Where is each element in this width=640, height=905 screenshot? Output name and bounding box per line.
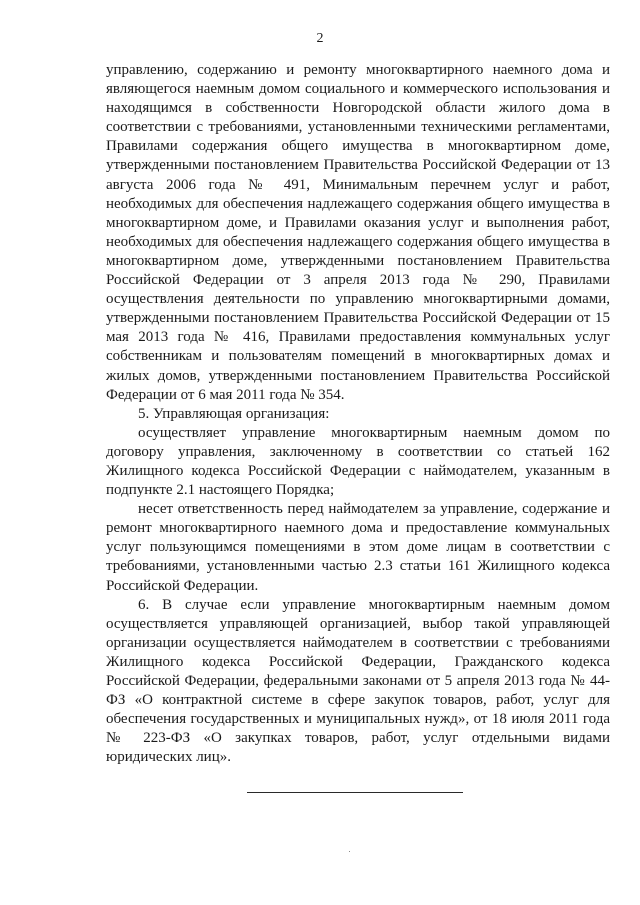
paragraph-continuation: управлению, содержанию и ремонту многоквартирного наемного дома и являющегося наемным домом социального и коммерческого использования и находящимся в собственности Новгородской области жилого дома в соответствии с требованиями, установленными техническими регламентами, Правилами содержания общего имущества в многоквартирном доме, утвержденными постановлением Правительства Российской Федерации от 13 августа 2006 года № 491, Минимальным перечнем услуг и работ, необходимых для обеспечения надлежащего содержания общего имущества в многоквартирном доме, и Правилами оказания услуг и выполнения работ, необходимых для обеспечения надлежащего содержания общего имущества в многоквартирном доме, утвержденными постановлением Правительства Российской Федерации от 3 апреля 2013 года № 290, Правилами осуществления деятельности по управлению многоквартирными домами, утвержденными постановлением Правительства Российской Федерации от 15 мая 2013 года № 416, Правилами предоставления коммунальных услуг собственникам и пользователям помещений в многоквартирных домах и жилых домов, утвержденными постановлением Правительства Российской Федерации от 6 мая 2011 года № 354. [106, 62, 610, 403]
end-divider-line [247, 792, 463, 793]
paragraph-item-5-duty-1: осуществляет управление многоквартирным наемным домом по договору управления, заключенному в соответствии со статьей 162 Жилищного кодекса Российской Федерации с наймодателем, указанным в подпункте 2.1 настоящего Порядка; [106, 424, 610, 499]
paragraph-item-6: 6. В случае если управление многоквартирным наемным домом осуществляется управляющей организацией, выбор такой управляющей организации осуществляется наймодателем в соответствии с требованиями Жилищного кодекса Российской Федерации, Гражданского кодекса Российской Федерации, федеральными законами от 5 апреля 2013 года № 44-ФЗ «О контрактной системе в сфере закупок товаров, работ, услуг для обеспечения государственных и муниципальных нужд», от 18 июля 2011 года № 223-ФЗ «О закупках товаров, работ, услуг отдельными видами юридических лиц». [106, 596, 610, 766]
scan-speck [349, 851, 350, 852]
paragraph-item-5-duty-2: несет ответственность перед наймодателем за управление, содержание и ремонт многоквартирного наемного дома и предоставление коммунальных услуг пользующимся помещениями в этом доме лицам в соответствии с требованиями, установленными частью 2.3 статьи 161 Жилищного кодекса Российской Федерации. [106, 501, 610, 594]
page-number: 2 [316, 31, 324, 46]
document-body [106, 61, 610, 767]
paragraph-item-5: 5. Управляющая организация: [138, 405, 330, 422]
